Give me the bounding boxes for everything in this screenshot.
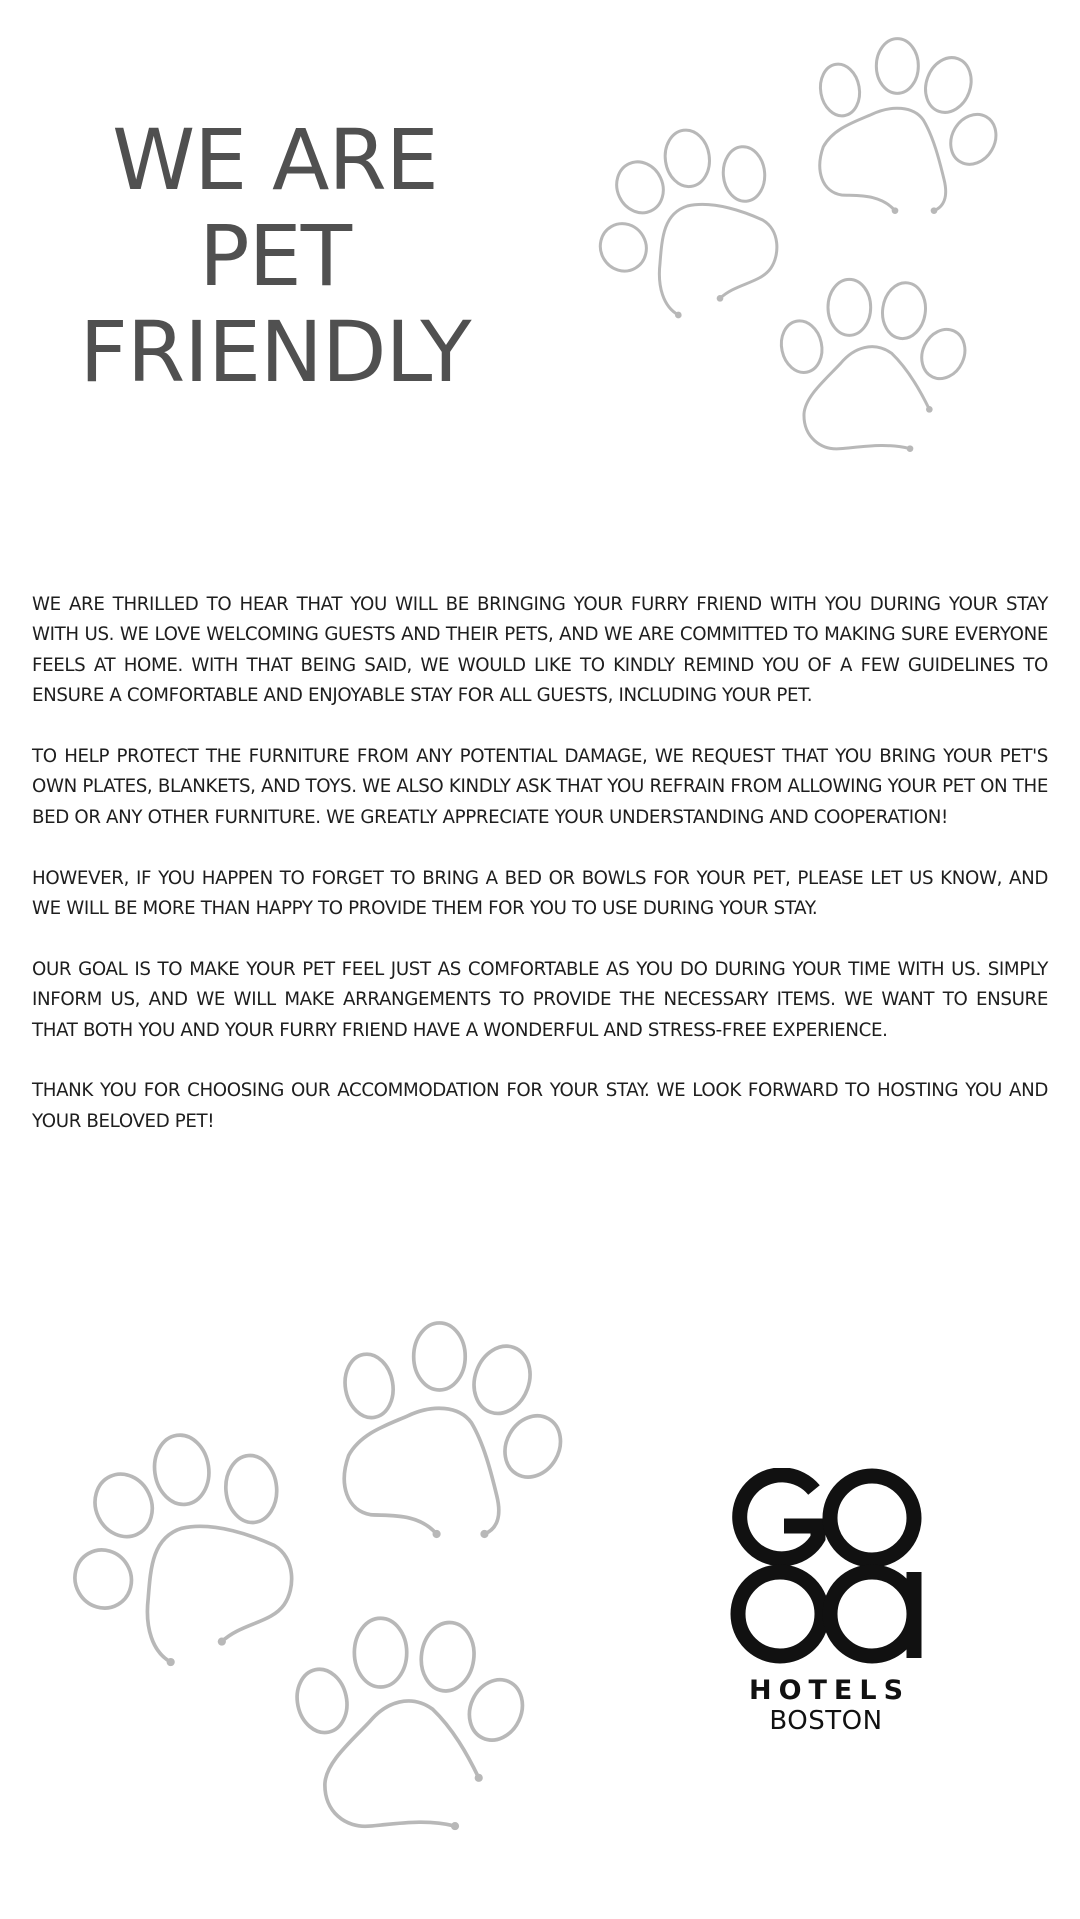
- paw-print-icon: [592, 127, 777, 318]
- paw-print-icon: [777, 279, 973, 452]
- body-text: [32, 590, 1048, 1168]
- paw-prints-icon: [50, 1300, 590, 1840]
- page-title: [60, 112, 490, 400]
- good-logo-mark-icon: [726, 1468, 926, 1666]
- paw-print-icon: [340, 1323, 571, 1538]
- hotel-logo: [726, 1468, 926, 1736]
- paw-print-icon: [291, 1618, 532, 1830]
- paragraph-welcome: WE ARE THRILLED TO HEAR THAT YOU WILL BE BRINGING YOUR FURRY FRIEND WITH YOU DURING YOUR STAY WITH US. WE LOVE WELCOMING GUESTS AND THEIR PETS, AND WE ARE COMMITTED TO MAKING SURE EVERYONE FEELS AT HOME. WITH THAT BEING SAID, WE WOULD LIKE TO KINDLY REMIND YOU OF A FEW GUIDELINES TO ENSURE A COMFORTABLE AND ENJOYABLE STAY FOR ALL GUESTS, INCLUDING YOUR PET.: [32, 594, 1048, 707]
- paw-print-icon: [816, 39, 1004, 214]
- logo-brand-line: HOTELS: [748, 1675, 911, 1706]
- title-line-3: FRIENDLY: [79, 303, 471, 401]
- paw-prints-top: [580, 20, 1020, 460]
- logo-city-line: BOSTON: [769, 1706, 883, 1736]
- paragraph-furniture: TO HELP PROTECT THE FURNITURE FROM ANY POTENTIAL DAMAGE, WE REQUEST THAT YOU BRING YOUR PET'S OWN PLATES, BLANKETS, AND TOYS. WE ALSO KINDLY ASK THAT YOU REFRAIN FROM ALLOWING YOUR PET ON THE BED OR ANY OTHER FURNITURE. WE GREATLY APPRECIATE YOUR UNDERSTANDING AND COOPERATION!: [32, 746, 1048, 828]
- title-line-1: WE ARE: [112, 111, 438, 209]
- paragraph-goal: OUR GOAL IS TO MAKE YOUR PET FEEL JUST AS COMFORTABLE AS YOU DO DURING YOUR TIME WITH US. SIMPLY INFORM US, AND WE WILL MAKE ARRANGEMENTS TO PROVIDE THE NECESSARY ITEMS. WE WANT TO ENSURE THAT BOTH YOU AND YOUR FURRY FRIEND HAVE A WONDERFUL AND STRESS-FREE EXPERIENCE.: [32, 958, 1048, 1041]
- paragraph-forgot-items: HOWEVER, IF YOU HAPPEN TO FORGET TO BRING A BED OR BOWLS FOR YOUR PET, PLEASE LET US KNOW, AND WE WILL BE MORE THAN HAPPY TO PROVIDE THEM FOR YOU TO USE DURING YOUR STAY.: [32, 867, 1048, 920]
- title-line-2: PET: [198, 207, 352, 305]
- paw-print-icon: [64, 1432, 291, 1667]
- paragraph-thanks: THANK YOU FOR CHOOSING OUR ACCOMMODATION FOR YOUR STAY. WE LOOK FORWARD TO HOSTING YOU AND YOUR BELOVED PET!: [32, 1080, 1048, 1132]
- paw-prints-icon: [580, 20, 1020, 460]
- paw-prints-bottom: [50, 1300, 590, 1840]
